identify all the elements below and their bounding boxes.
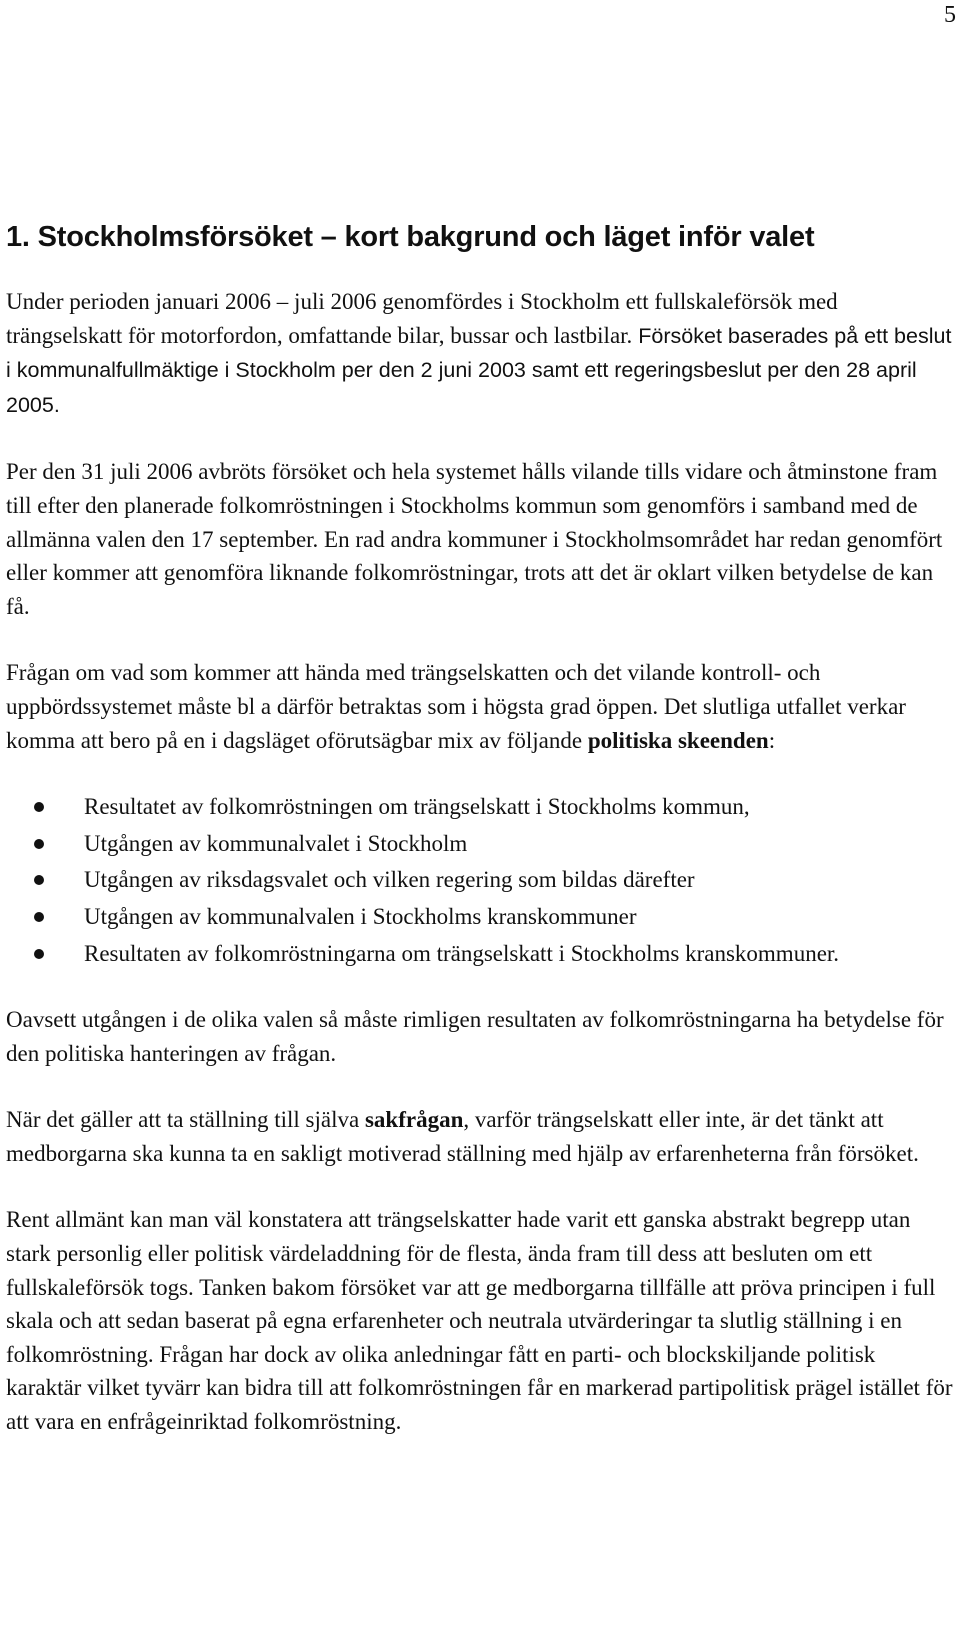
bullet-icon bbox=[34, 912, 44, 922]
bullet-icon bbox=[34, 802, 44, 812]
list-item bbox=[6, 863, 954, 897]
list-item bbox=[6, 937, 954, 971]
paragraph-conclusion: Rent allmänt kan man väl konstatera att trängselskatter hade varit ett ganska abstrakt begrepp utan stark personlig eller politisk värdeladdning för de flesta, ända fram till dess att besluten om ett fullskaleförsök togs. Tanken bakom försöket var att ge medborgarna tillfälle att pröva principen i full skala och att sedan baserat på egna erfarenheter och neutrala utvärderingar ta slutlig ställning i en folkomröstning. Frågan har dock av olika anledningar fått en parti- och blockskiljande politisk karaktär vilket tyvärr kan bidra till att folkomröstningen får en markerad partipolitisk prägel istället för att vara en enfrågeinriktad folkomröstning. bbox=[6, 1207, 953, 1435]
paragraph-substance-text: När det gäller att ta ställning till själva bbox=[6, 1107, 365, 1133]
list-item bbox=[6, 900, 954, 934]
paragraph-intro bbox=[6, 285, 954, 422]
list-item-text: Utgången av riksdagsvalet och vilken regering som bildas därefter bbox=[84, 867, 695, 893]
paragraph-intro-text: Under perioden januari 2006 – juli 2006 genomfördes i Stockholm ett fullskaleförsök med trängselskatt för motorfordon, omfattande bilar, bussar och lastbilar. bbox=[6, 289, 838, 348]
section-heading: 1. Stockholmsförsöket – kort bakgrund och läget inför valet bbox=[6, 221, 815, 253]
paragraph-outcome: Oavsett utgången i de olika valen så måste rimligen resultaten av folkomröstningarna ha betydelse för den politiska hanteringen av frågan. bbox=[6, 1007, 944, 1066]
list-item-text: Resultatet av folkomröstningen om trängselskatt i Stockholms kommun, bbox=[84, 794, 750, 820]
list-item bbox=[6, 790, 954, 824]
bullet-icon bbox=[34, 875, 44, 885]
page-number: 5 bbox=[944, 2, 956, 28]
paragraph-question bbox=[6, 656, 954, 757]
bullet-icon bbox=[34, 839, 44, 849]
paragraph-suspension: Per den 31 juli 2006 avbröts försöket och hela systemet hålls vilande tills vidare och åtminstone fram till efter den planerade folkomröstningen i Stockholms kommun som genomförs i samband med de allmänna valen den 17 september. En rad andra kommuner i Stockholmsområdet har redan genomfört eller kommer att genomföra liknande folkomröstningar, trots att det är oklart vilken betydelse de kan få. bbox=[6, 459, 943, 619]
list-item bbox=[6, 827, 954, 861]
bullet-icon bbox=[34, 949, 44, 959]
paragraph-substance-rest: , varför trängselskatt eller inte, är det tänkt att medborgarna ska kunna ta en sakligt motiverad ställning med hjälp av erfarenheterna från försöket. bbox=[6, 1107, 919, 1166]
emphasis-political-events: politiska skeenden bbox=[587, 727, 769, 753]
list-item-text: Resultaten av folkomröstningarna om trängselskatt i Stockholms kranskommuner. bbox=[84, 940, 840, 966]
paragraph-intro-sans-text: Försöket baserades på ett beslut i kommunalfullmäktige i Stockholm per den 2 juni 2003 samt ett regeringsbeslut per den 28 april 2005. bbox=[6, 323, 952, 417]
list-item-text: Utgången av kommunalvalen i Stockholms kranskommuner bbox=[84, 903, 637, 929]
bullet-list bbox=[6, 790, 954, 970]
list-item-text: Utgången av kommunalvalet i Stockholm bbox=[84, 830, 468, 856]
emphasis-substance: sakfrågan bbox=[364, 1107, 464, 1133]
paragraph-substance bbox=[6, 1103, 954, 1170]
paragraph-question-text: Frågan om vad som kommer att hända med trängselskatten och det vilande kontroll- och uppbördssystemet måste bl a därför betraktas som i högsta grad öppen. Det slutliga utfallet verkar komma att bero på en i dagsläget oförutsägbar mix av följande bbox=[6, 660, 906, 753]
document-body bbox=[6, 219, 954, 1472]
paragraph-question-colon: : bbox=[768, 727, 776, 753]
